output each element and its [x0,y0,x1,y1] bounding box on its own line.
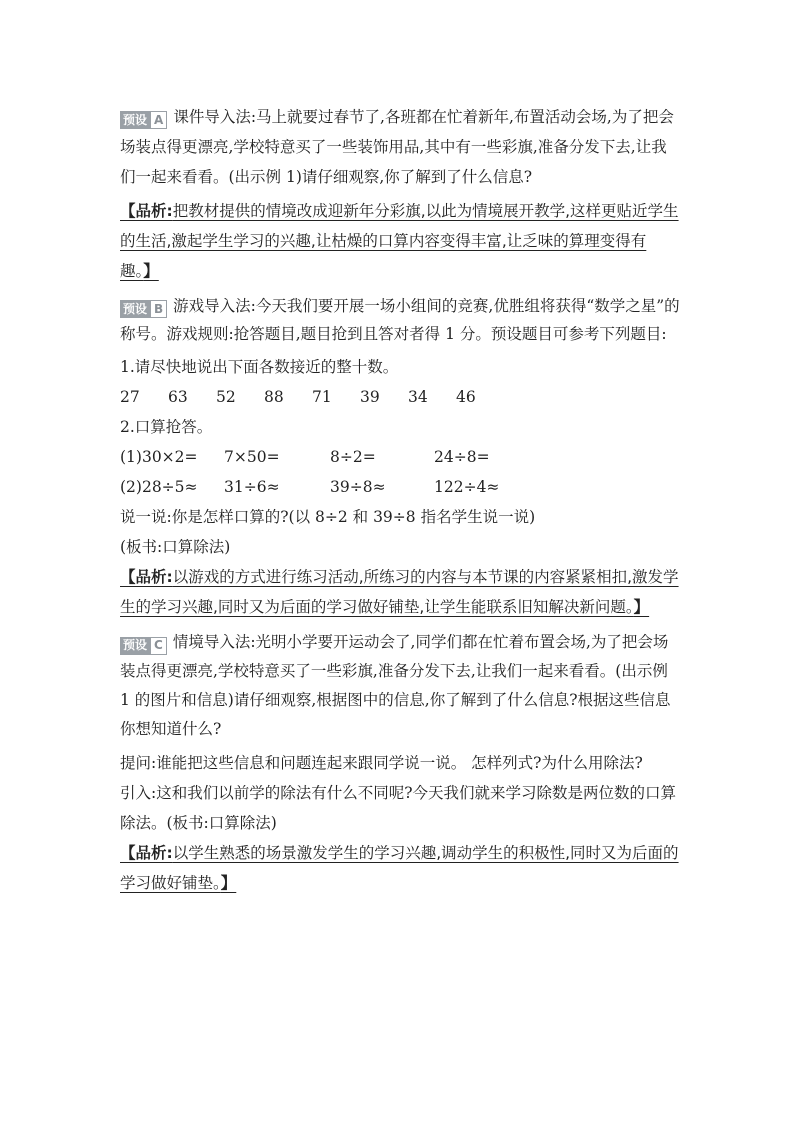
comment-close: 】 [143,262,159,280]
document-page [120,102,680,904]
preset-letter: A [150,111,167,129]
preset-letter: B [150,300,167,318]
number-item: 52 [216,388,236,406]
board-note: (板书:口算除法) [120,538,231,556]
number-item: 27 [120,388,140,406]
number-item: 71 [312,388,332,406]
preset-b-tag [120,300,167,318]
section-c-text: 情境导入法:光明小学要开运动会了,同学们都在忙着布置会场,为了把会场装点得更漂亮,学校特意买了一些彩旗,准备分发下去,让我们一起来看看。(出示例 1 的图片和信息)请仔细观察,根据图中的信息,你了解到了什么信息?根据这些信息你想知道什么? [120,633,671,738]
section-c-paragraph [120,628,680,744]
section-a-comment [120,196,680,286]
calc-row-1 [120,442,680,472]
calc-item: 8÷2= [330,448,376,466]
comment-text: 以游戏的方式进行练习活动,所练习的内容与本节课的内容紧紧相扣,激发学生的学习兴趣,同时又为后面的学习做好铺垫,让学生能联系旧知解决新问题。 [120,568,679,616]
preset-label: 预设 [120,111,150,129]
calc-item: 122÷4≈ [434,478,500,496]
preset-a-tag [120,111,167,129]
section-c-comment [120,838,680,898]
section-a-text: 课件导入法:马上就要过春节了,各班都在忙着新年,布置活动会场,为了把会场装点得更漂亮,学校特意买了一些装饰用品,其中有一些彩旗,准备分发下去,让我们一起来看看。(出示例 1)请仔细观察,你了解到了什么信息? [120,108,674,186]
comment-text: 把教材提供的情境改成迎新年分彩旗,以此为情境展开教学,这样更贴近学生的生活,激起学生学习的兴趣,让枯燥的口算内容变得丰富,让乏味的算理变得有趣。 [120,202,679,280]
comment-open: 【品析: [120,202,173,220]
question-1: 1.请尽快地说出下面各数接近的整十数。 [120,358,399,376]
calc-item: (2)28÷5≈ [120,478,198,496]
calc-item: 7×50= [224,448,280,466]
comment-open: 【品析: [120,844,173,862]
number-item: 39 [360,388,380,406]
comment-close: 】 [633,598,650,616]
section-a-paragraph [120,102,680,192]
section-b-comment [120,562,680,622]
number-item: 88 [264,388,284,406]
section-b-paragraph [120,292,680,348]
preset-c-tag [120,637,167,655]
section-b-text: 游戏导入法:今天我们要开展一场小组间的竞赛,优胜组将获得“数学之星”的称号。游戏规则:抢答题目,题目抢到且答对者得 1 分。预设题目可参考下列题目: [120,297,680,343]
calc-item: (1)30×2= [120,448,198,466]
calc-item: 31÷6≈ [224,478,280,496]
preset-label: 预设 [120,637,150,655]
number-item: 63 [168,388,188,406]
calc-row-2 [120,472,680,502]
intro-prompt: 引入:这和我们以前学的除法有什么不同呢?今天我们就来学习除数是两位数的口算除法。(板书:口算除法) [120,784,677,832]
comment-close: 】 [220,874,237,892]
preset-label: 预设 [120,300,150,318]
question-2: 2.口算抢答。 [120,418,213,436]
comment-text: 以学生熟悉的场景激发学生的学习兴趣,调动学生的积极性,同时又为后面的学习做好铺垫。 [120,844,679,892]
comment-open: 【品析: [120,568,173,586]
number-list [120,382,680,412]
calc-item: 24÷8= [434,448,490,466]
preset-letter: C [150,637,167,655]
number-item: 46 [456,388,476,406]
say-prompt: 说一说:你是怎样口算的?(以 8÷2 和 39÷8 指名学生说一说) [120,508,536,526]
ask-prompt: 提问:谁能把这些信息和问题连起来跟同学说一说。 怎样列式?为什么用除法? [120,754,643,772]
calc-item: 39÷8≈ [330,478,386,496]
number-item: 34 [408,388,428,406]
